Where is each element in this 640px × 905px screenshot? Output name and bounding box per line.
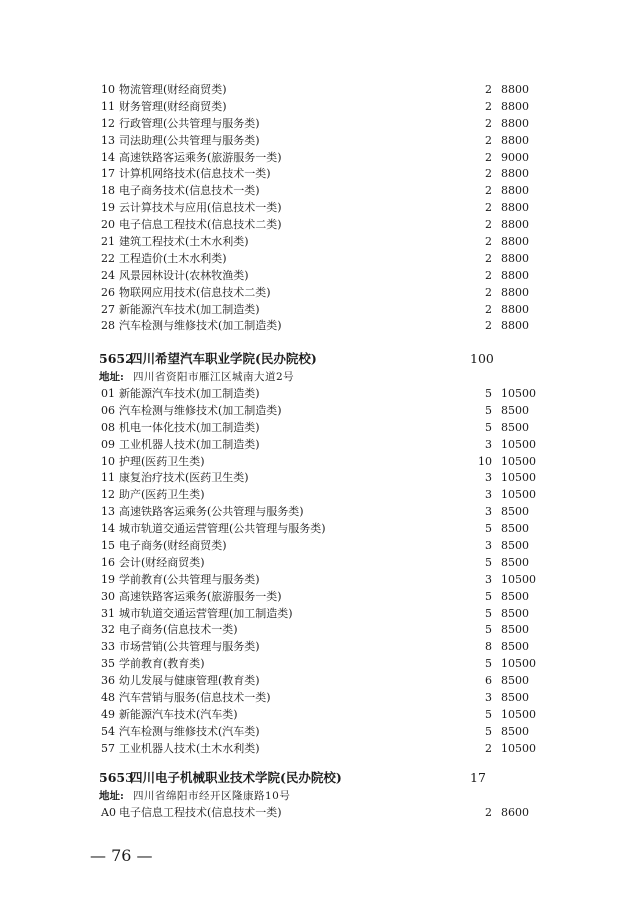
table-row — [0, 318, 640, 335]
tuition-fee: 8500 — [501, 403, 529, 417]
tuition-fee: 8500 — [501, 724, 529, 738]
table-row — [0, 200, 640, 217]
program-code: 21 — [101, 235, 115, 249]
tuition-fee: 8800 — [501, 116, 529, 130]
program-name: 计算机网络技术(信息技术一类) — [119, 167, 271, 181]
program-name: 城市轨道交通运营管理(公共管理与服务类) — [119, 522, 326, 536]
table-row — [0, 504, 640, 521]
enrollment-count: 2 — [485, 268, 492, 282]
enrollment-count: 10 — [478, 454, 492, 468]
table-row — [0, 606, 640, 623]
enrollment-count: 2 — [485, 319, 492, 333]
program-name: 电子信息工程技术(信息技术一类) — [119, 806, 282, 819]
program-name: 新能源汽车技术(加工制造类) — [119, 387, 260, 400]
enrollment-count: 2 — [485, 218, 492, 232]
school-section-5653 — [0, 768, 640, 822]
table-row — [0, 639, 640, 656]
table-row — [0, 622, 640, 639]
enrollment-count: 3 — [485, 691, 492, 705]
tuition-fee: 10500 — [501, 741, 536, 755]
school-code: 5652 — [99, 351, 134, 366]
table-row — [0, 251, 640, 268]
table-row — [0, 521, 640, 538]
enrollment-count: 2 — [485, 133, 492, 147]
tuition-fee: 9000 — [501, 150, 529, 164]
tuition-fee: 10500 — [501, 437, 536, 451]
program-name: 云计算技术与应用(信息技术一类) — [119, 201, 282, 215]
table-row — [0, 302, 640, 319]
program-code: 11 — [101, 99, 115, 113]
program-code: 01 — [101, 387, 115, 400]
school-header — [0, 768, 640, 788]
table-row — [0, 217, 640, 234]
program-code: 11 — [101, 471, 115, 485]
program-name: 汽车营销与服务(信息技术一类) — [119, 691, 271, 705]
program-name: 电子信息工程技术(信息技术二类) — [119, 218, 282, 232]
tuition-fee: 8800 — [501, 285, 529, 299]
program-code: 06 — [101, 403, 115, 417]
table-row — [0, 487, 640, 504]
table-row — [0, 724, 640, 741]
enrollment-count: 2 — [485, 83, 492, 96]
enrollment-count: 2 — [485, 184, 492, 198]
program-code: 09 — [101, 437, 115, 451]
program-name: 工程造价(土木水利类) — [119, 251, 227, 265]
tuition-fee: 8500 — [501, 640, 529, 654]
program-name: 护理(医药卫生类) — [119, 454, 205, 468]
enrollment-count: 3 — [485, 471, 492, 485]
continued-program-list — [0, 82, 640, 335]
school-name: 四川希望汽车职业学院(民办院校) — [130, 351, 317, 366]
tuition-fee: 8500 — [501, 539, 529, 553]
enrollment-count: 3 — [485, 572, 492, 586]
enrollment-count: 5 — [485, 522, 492, 536]
enrollment-count: 2 — [485, 150, 492, 164]
table-row — [0, 420, 640, 437]
address-text: 四川省资阳市雁江区城南大道2号 — [133, 371, 295, 383]
tuition-fee: 10500 — [501, 387, 536, 400]
table-row — [0, 805, 640, 822]
program-name: 工业机器人技术(土木水利类) — [119, 741, 260, 755]
program-code: 31 — [101, 606, 115, 620]
tuition-fee: 8800 — [501, 99, 529, 113]
enrollment-count: 3 — [485, 539, 492, 553]
program-name: 汽车检测与维修技术(加工制造类) — [119, 319, 282, 333]
enrollment-count: 2 — [485, 285, 492, 299]
program-name: 汽车检测与维修技术(加工制造类) — [119, 403, 282, 417]
program-code: A0 — [101, 806, 116, 819]
enrollment-count: 5 — [485, 606, 492, 620]
school-name: 四川电子机械职业技术学院(民办院校) — [130, 770, 342, 785]
tuition-fee: 10500 — [501, 454, 536, 468]
table-row — [0, 673, 640, 690]
enrollment-count: 5 — [485, 387, 492, 400]
program-name: 财务管理(财经商贸类) — [119, 99, 227, 113]
enrollment-count: 5 — [485, 420, 492, 434]
program-code: 10 — [101, 83, 115, 96]
program-code: 19 — [101, 572, 115, 586]
table-row — [0, 470, 640, 487]
enrollment-count: 5 — [485, 623, 492, 637]
table-row — [0, 690, 640, 707]
tuition-fee: 8500 — [501, 555, 529, 569]
program-code: 08 — [101, 420, 115, 434]
table-row — [0, 82, 640, 99]
program-name: 司法助理(公共管理与服务类) — [119, 133, 260, 147]
tuition-fee: 8500 — [501, 589, 529, 603]
tuition-fee: 10500 — [501, 572, 536, 586]
program-name: 幼儿发展与健康管理(教育类) — [119, 674, 260, 688]
table-row — [0, 133, 640, 150]
program-name: 机电一体化技术(加工制造类) — [119, 420, 260, 434]
program-name: 工业机器人技术(加工制造类) — [119, 437, 260, 451]
enrollment-count: 2 — [485, 167, 492, 181]
program-code: 35 — [101, 657, 115, 671]
program-name: 新能源汽车技术(加工制造类) — [119, 302, 260, 316]
enrollment-count: 3 — [485, 505, 492, 519]
tuition-fee: 8800 — [501, 133, 529, 147]
program-name: 助产(医药卫生类) — [119, 488, 205, 502]
table-row — [0, 166, 640, 183]
program-name: 物联网应用技术(信息技术二类) — [119, 285, 271, 299]
tuition-fee: 8800 — [501, 251, 529, 265]
tuition-fee: 8800 — [501, 268, 529, 282]
enrollment-count: 5 — [485, 403, 492, 417]
enrollment-count: 3 — [485, 488, 492, 502]
program-name: 电子商务(财经商贸类) — [119, 539, 227, 553]
enrollment-count: 2 — [485, 251, 492, 265]
program-name: 市场营销(公共管理与服务类) — [119, 640, 260, 654]
table-row — [0, 741, 640, 758]
tuition-fee: 8800 — [501, 302, 529, 316]
table-row — [0, 234, 640, 251]
enrollment-count: 5 — [485, 589, 492, 603]
program-code: 12 — [101, 116, 115, 130]
enrollment-count: 5 — [485, 657, 492, 671]
program-name: 电子商务技术(信息技术一类) — [119, 184, 260, 198]
program-code: 49 — [101, 707, 115, 721]
table-row — [0, 437, 640, 454]
enrollment-count: 2 — [485, 806, 492, 819]
program-code: 13 — [101, 505, 115, 519]
program-code: 14 — [101, 522, 115, 536]
program-code: 20 — [101, 218, 115, 232]
table-row — [0, 386, 640, 403]
program-code: 48 — [101, 691, 115, 705]
program-code: 27 — [101, 302, 115, 316]
program-code: 19 — [101, 201, 115, 215]
table-row — [0, 589, 640, 606]
program-code: 54 — [101, 724, 115, 738]
tuition-fee: 8500 — [501, 522, 529, 536]
tuition-fee: 8800 — [501, 235, 529, 249]
program-name: 电子商务(信息技术一类) — [119, 623, 238, 637]
tuition-fee: 8500 — [501, 623, 529, 637]
program-code: 14 — [101, 150, 115, 164]
program-name: 新能源汽车技术(汽车类) — [119, 707, 238, 721]
program-name: 高速铁路客运乘务(旅游服务一类) — [119, 589, 282, 603]
school-address — [0, 369, 640, 386]
enrollment-count: 2 — [485, 741, 492, 755]
program-name: 康复治疗技术(医药卫生类) — [119, 471, 249, 485]
program-code: 18 — [101, 184, 115, 198]
address-text: 四川省绵阳市经开区隆康路10号 — [133, 790, 291, 802]
school-section-5652 — [0, 349, 640, 758]
enrollment-count: 2 — [485, 99, 492, 113]
program-code: 17 — [101, 167, 115, 181]
program-name: 高速铁路客运乘务(公共管理与服务类) — [119, 505, 304, 519]
tuition-fee: 8500 — [501, 691, 529, 705]
program-code: 10 — [101, 454, 115, 468]
program-name: 汽车检测与维修技术(汽车类) — [119, 724, 260, 738]
program-name: 学前教育(教育类) — [119, 657, 205, 671]
program-name: 行政管理(公共管理与服务类) — [119, 116, 260, 130]
tuition-fee: 8500 — [501, 420, 529, 434]
tuition-fee: 8800 — [501, 83, 529, 96]
enrollment-count: 5 — [485, 724, 492, 738]
program-code: 28 — [101, 319, 115, 333]
school-code: 5653 — [99, 770, 134, 785]
program-code: 16 — [101, 555, 115, 569]
tuition-fee: 8800 — [501, 184, 529, 198]
table-row — [0, 403, 640, 420]
table-row — [0, 99, 640, 116]
enrollment-count: 5 — [485, 555, 492, 569]
tuition-fee: 10500 — [501, 471, 536, 485]
program-name: 建筑工程技术(土木水利类) — [119, 235, 249, 249]
table-row — [0, 572, 640, 589]
table-row — [0, 707, 640, 724]
program-code: 57 — [101, 741, 115, 755]
program-code: 13 — [101, 133, 115, 147]
enrollment-count: 5 — [485, 707, 492, 721]
tuition-fee: 8500 — [501, 674, 529, 688]
program-code: 12 — [101, 488, 115, 502]
enrollment-count: 2 — [485, 235, 492, 249]
tuition-fee: 10500 — [501, 488, 536, 502]
school-address — [0, 788, 640, 805]
program-name: 学前教育(公共管理与服务类) — [119, 572, 260, 586]
table-row — [0, 454, 640, 471]
tuition-fee: 8800 — [501, 319, 529, 333]
program-code: 36 — [101, 674, 115, 688]
program-code: 30 — [101, 589, 115, 603]
program-name: 城市轨道交通运营管理(加工制造类) — [119, 606, 293, 620]
table-row — [0, 268, 640, 285]
program-code: 15 — [101, 539, 115, 553]
program-code: 32 — [101, 623, 115, 637]
program-name: 物流管理(财经商贸类) — [119, 83, 227, 96]
program-code: 22 — [101, 251, 115, 265]
enrollment-count: 3 — [485, 437, 492, 451]
table-row — [0, 656, 640, 673]
program-name: 风景园林设计(农林牧渔类) — [119, 268, 249, 282]
school-header — [0, 349, 640, 369]
program-name: 高速铁路客运乘务(旅游服务一类) — [119, 150, 282, 164]
tuition-fee: 8500 — [501, 505, 529, 519]
school-total-quota: 17 — [470, 770, 486, 785]
address-label: 地址: — [99, 790, 124, 802]
table-row — [0, 150, 640, 167]
enrollment-count: 2 — [485, 116, 492, 130]
tuition-fee: 8800 — [501, 201, 529, 215]
table-row — [0, 116, 640, 133]
tuition-fee: 8800 — [501, 167, 529, 181]
program-code: 33 — [101, 640, 115, 654]
tuition-fee: 8600 — [501, 806, 529, 819]
program-code: 26 — [101, 285, 115, 299]
enrollment-count: 2 — [485, 201, 492, 215]
address-label: 地址: — [99, 371, 124, 383]
tuition-fee: 10500 — [501, 707, 536, 721]
table-row — [0, 538, 640, 555]
school-total-quota: 100 — [470, 351, 494, 366]
enrollment-count: 2 — [485, 302, 492, 316]
table-row — [0, 285, 640, 302]
tuition-fee: 8500 — [501, 606, 529, 620]
tuition-fee: 10500 — [501, 657, 536, 671]
tuition-fee: 8800 — [501, 218, 529, 232]
enrollment-count: 8 — [485, 640, 492, 654]
table-row — [0, 555, 640, 572]
page-number: — 76 — — [90, 846, 153, 865]
table-row — [0, 183, 640, 200]
enrollment-count: 6 — [485, 674, 492, 688]
program-code: 24 — [101, 268, 115, 282]
program-name: 会计(财经商贸类) — [119, 555, 205, 569]
